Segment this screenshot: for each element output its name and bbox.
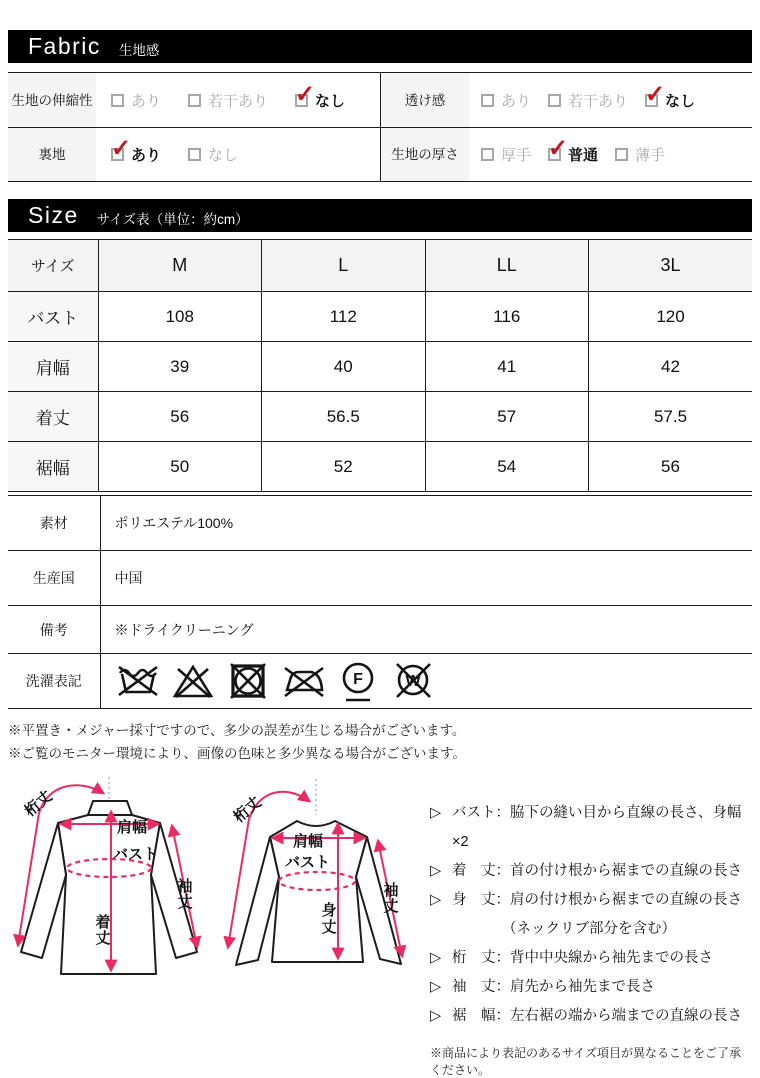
- yuki-label: 桁丈: [21, 787, 56, 821]
- jacket-back-diagram: [8, 775, 215, 1007]
- body-length-label-2: 丈: [95, 930, 111, 947]
- checkbox-icon: [548, 94, 561, 107]
- svg-text:F: F: [352, 671, 363, 688]
- do-not-wash-icon: [115, 660, 161, 702]
- checkbox-checked-icon: [295, 80, 316, 108]
- dry-clean-petroleum-gentle-icon: [335, 660, 381, 702]
- fabric-lining-group: [8, 128, 380, 181]
- svg-text:W: W: [404, 673, 421, 690]
- body-length-label-2: 丈: [321, 919, 337, 936]
- sleeve-length-label-2: 丈: [383, 898, 399, 915]
- checkbox-icon: [188, 148, 201, 161]
- size-row-hem: 裾幅 50 52 54 56: [8, 442, 752, 492]
- fabric-thickness-label: 生地の厚さ: [381, 128, 469, 181]
- guide-item-susohaba: ▷ 裾 幅：左右裾の端から端までの直線の長さ: [430, 1002, 752, 1031]
- bust-label: バスト: [113, 846, 159, 863]
- size-col-m: M: [98, 240, 262, 292]
- detail-row-care: 洗濯表記 F W: [8, 654, 752, 709]
- fabric-thickness-group: [380, 128, 752, 181]
- bust-label: バスト: [285, 854, 331, 871]
- triangle-marker-icon: ▷: [430, 979, 442, 995]
- detail-row-material: 素材 ポリエステル100%: [8, 496, 752, 551]
- option-futsuu-checked: ✓ 普通: [548, 135, 599, 164]
- fabric-sheerness-group: [380, 73, 752, 127]
- fabric-sheerness-options: [469, 73, 752, 127]
- sleeve-length-label-1: 袖: [383, 882, 399, 899]
- size-row-bust: バスト 108 112 116 120: [8, 292, 752, 342]
- fabric-row-2: [8, 127, 752, 181]
- size-title-ja: サイズ表（単位：約cm）: [96, 211, 249, 227]
- fabric-title-en: Fabric: [28, 33, 101, 59]
- checkbox-icon: [111, 94, 124, 107]
- jacket-body: [58, 815, 160, 974]
- checkbox-icon: [615, 148, 628, 161]
- checkbox-icon: [481, 94, 494, 107]
- body-length-label-1: 着: [95, 914, 111, 931]
- size-corner-cell: サイズ: [8, 240, 98, 292]
- fabric-table: [8, 72, 752, 182]
- measurement-diagram-section: [8, 775, 752, 1078]
- check-icon: ✓: [295, 80, 316, 108]
- option-nashi-checked: ✓ なし: [645, 80, 696, 110]
- checkbox-checked-icon: [645, 80, 666, 108]
- shoulder-width-label: 肩幅: [117, 819, 148, 836]
- body-length-label-1: 身: [321, 902, 337, 919]
- sleeve-length-label-2: 丈: [177, 894, 193, 911]
- guide-footnote: ※商品により表記のあるサイズ項目が異なることをご了承ください。: [430, 1046, 742, 1077]
- triangle-marker-icon: ▷: [430, 805, 442, 821]
- check-icon: ✓: [111, 135, 132, 162]
- size-title-en: Size: [28, 202, 79, 228]
- option-ari: あり: [111, 90, 161, 111]
- option-usude: 薄手: [615, 144, 665, 165]
- checkbox-icon: [481, 148, 494, 161]
- fabric-sheerness-label: 透け感: [381, 73, 469, 127]
- shoulder-width-label: 肩幅: [293, 833, 324, 850]
- detail-row-country: 生産国 中国: [8, 551, 752, 606]
- fabric-title-ja: 生地感: [118, 42, 160, 58]
- guide-item-mitake: ▷ 身 丈：肩の付け根から裾までの直線の長さ: [430, 886, 752, 915]
- note-line-1: ※平置き・メジャー採寸ですので、多少の誤差が生じる場合がございます。: [8, 723, 466, 738]
- fabric-lining-label: 裏地: [8, 128, 96, 181]
- detail-row-remarks: 備考 ※ドライクリーニング: [8, 606, 752, 654]
- do-not-wet-clean-icon: [390, 660, 436, 702]
- guide-item-bust: ▷ バスト：脇下の縫い目から直線の長さ、身幅×2: [430, 799, 752, 857]
- check-icon: ✓: [548, 135, 569, 162]
- measurement-notes: [8, 719, 752, 765]
- size-table: [8, 239, 752, 492]
- size-col-3l: 3L: [589, 240, 753, 292]
- size-col-ll: LL: [425, 240, 589, 292]
- details-table: [8, 495, 752, 709]
- triangle-marker-icon: ▷: [430, 863, 442, 879]
- size-section-header: [8, 199, 752, 232]
- check-icon: ✓: [645, 80, 666, 108]
- sleeve-length-label-1: 袖: [177, 878, 193, 895]
- fabric-lining-options: [96, 128, 380, 181]
- fabric-stretch-options: [96, 73, 380, 127]
- option-atsude: 厚手: [481, 144, 531, 165]
- fabric-stretch-group: [8, 73, 380, 127]
- guide-item-yuki: ▷ 桁 丈：背中中央線から袖先までの長さ: [430, 944, 752, 973]
- triangle-marker-icon: ▷: [430, 892, 442, 908]
- option-ari-checked: ✓ あり: [111, 135, 162, 164]
- option-jakkan-ari: 若干あり: [548, 90, 628, 111]
- fabric-row-1: [8, 73, 752, 127]
- fabric-thickness-options: [469, 128, 752, 181]
- do-not-bleach-icon: [170, 660, 216, 702]
- size-row-length: 着丈 56 56.5 57 57.5: [8, 392, 752, 442]
- do-not-tumble-dry-icon: [225, 660, 271, 702]
- measure-guide-list: [430, 775, 752, 1078]
- triangle-marker-icon: ▷: [430, 1008, 442, 1024]
- guide-item-kitake: ▷ 着 丈：首の付け根から裾までの直線の長さ: [430, 857, 752, 886]
- size-col-l: L: [262, 240, 426, 292]
- do-not-iron-icon: [280, 660, 326, 702]
- option-nashi-checked: ✓ なし: [295, 80, 346, 110]
- guide-item-sode: ▷ 袖 丈：肩先から袖先まで長さ: [430, 973, 752, 1002]
- note-line-2: ※ご覧のモニター環境により、画像の色味と多少異なる場合がございます。: [8, 746, 466, 761]
- size-row-shoulder: 肩幅 39 40 41 42: [8, 342, 752, 392]
- yuki-label: 桁丈: [230, 793, 265, 827]
- triangle-marker-icon: ▷: [430, 950, 442, 966]
- guide-item-mitake-note: （ネックリブ部分を含む）: [502, 921, 676, 937]
- jacket-left-sleeve: [21, 823, 66, 958]
- fabric-section-header: [8, 30, 752, 63]
- checkbox-checked-icon: [548, 135, 569, 162]
- checkbox-checked-icon: [111, 135, 132, 162]
- option-ari: あり: [481, 90, 531, 111]
- care-symbols: [115, 660, 752, 702]
- size-table-header-row: [8, 240, 752, 292]
- fabric-stretch-label: 生地の伸縮性: [8, 73, 96, 127]
- pullover-back-diagram: [215, 775, 422, 1007]
- option-jakkan-ari: 若干あり: [188, 90, 268, 111]
- checkbox-icon: [188, 94, 201, 107]
- option-nashi: なし: [188, 144, 238, 165]
